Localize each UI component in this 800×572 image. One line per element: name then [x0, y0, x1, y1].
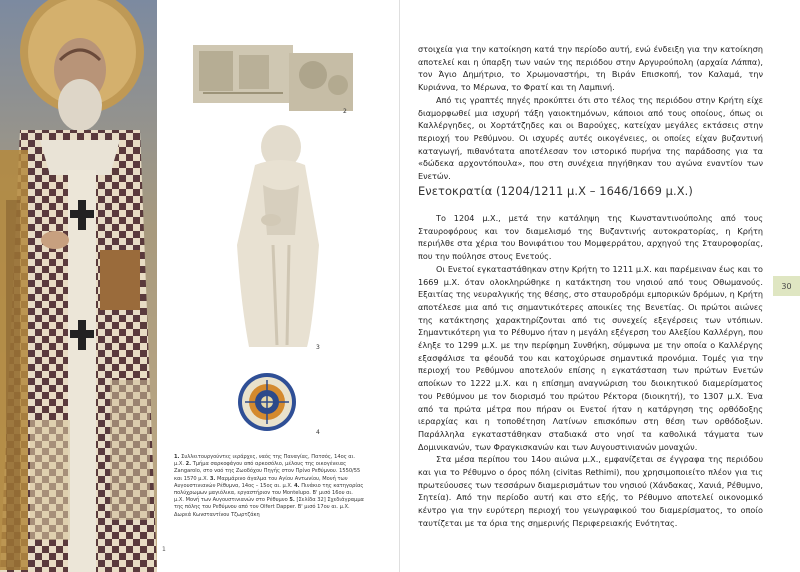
figure-number-4: 4	[316, 429, 320, 436]
statue-illustration	[233, 125, 323, 347]
page-number-tab: 30	[773, 276, 800, 296]
paragraph-4: Οι Ενετοί εγκαταστάθηκαν στην Κρήτη το 1211 μ.Χ. και παρέμειναν έως και το 1669 μ.Χ. όταν ολοκληρώθηκε η κατάκτηση του νησιού από τους Οθωμανούς. Εξαιτίας της νευραλγικής της θέσης, στο σταυροδρόμι εμπορικών δρόμων, η Κρήτη αποτέλεσε μια από τις σημαντικότερες αποικίες της Βενετίας. Οι πρώτοι αιώνες της κατάκτησης χαρακτηρίζονται από τις συνεχείς εξεγέρσεις των ντόπιων. Σημαντικότερη για το Ρέθυμνο ήταν η μεγάλη εξέγερση του Αλεξίου Καλλέργη, που έληξε το 1299 μ.Χ. με την περίφημη Συνθήκη, σύμφωνα με την οποία ο Καλλέργης εξασφάλισε τα φέουδά του και κατοχύρωσε σημαντικά προνόμια. Τομές για την περιοχή του Ρεθύμνου αποτελούν επίσης η εγκατάσταση των πρώτων Ενετών αποίκων το 1222 μ.Χ. και η επίσημη αναγνώριση του διοικητικού διαμερίσματος του Ρεθύμνου με τον διορισμό του πρώτου Ρέκτορα (διοικητή), το 1307 μ.Χ. Ένα από τα πρώτα μέτρα που πήραν οι Ενετοί ήταν η κατάργηση της ορθόδοξης ιεραρχίας και η τοποθέτηση Λατίνων επισκόπων στη θέση των ορθόδοξων. Παράλληλα εγκαταστάθηκαν σταδιακά στο νησί τα καθολικά τάγματα των Δομινικανών, των Φραγκισκανών και των Αυγουστινιανών μοναχών.	[418, 263, 763, 452]
figure-number-3: 3	[316, 344, 320, 351]
paragraph-3: Το 1204 μ.Χ., μετά την κατάληψη της Κωνσταντινούπολης από τους Σταυροφόρους και τον διαμελισμό της Βυζαντινής αυτοκρατορίας, η Κρήτη περιήλθε στα χέρια του Βονιφάτιου του Μομφερράτου, αρχηγού της Σταυροφορίας, που την πούλησε στους Ενετούς.	[418, 213, 763, 262]
caption-num-4: 4.	[294, 482, 300, 489]
paragraph-1: στοιχεία για την κατοίκηση κατά την περίοδο αυτή, ενώ ένδειξη για την κατοίκηση αποτελεί και η ύπαρξη των ναών της περιόδου στην Αργυρούπολη (αρχαία Λάππα), τον Άγιο Δημήτριο, το Χρωμοναστήρι, τη Βιράν Επισκοπή, τον Καλαμά, την Κυριάννα, το Μέρωνα, το Φρατί και τη Λαμπινή.	[418, 44, 763, 93]
text-block-bottom	[418, 212, 763, 530]
saint-anthony-statue-image	[233, 125, 323, 347]
figure-number-2: 2	[343, 108, 347, 115]
text-block-top	[418, 43, 763, 183]
plate-illustration	[237, 372, 297, 432]
caption-text-3: Μαρμάρινο άγαλμα του Αγίου Αντωνίου, Μονή των Αυγουστινιανών Ρέθυμνα, 14ος – 15ος αι. μ.Χ.	[174, 475, 348, 489]
fresco-illustration	[0, 0, 157, 572]
sarcophagus-relief-illustration	[193, 45, 353, 111]
maiolica-plate-image	[237, 372, 297, 432]
caption-text-1: Συλλειτουργούντες ιεράρχες, ναός της Παναγίας, Πατσός, 14ος αι. μ.Χ.	[174, 454, 355, 468]
caption-num-5: 5.	[289, 497, 295, 504]
paragraph-2: Από τις γραπτές πηγές προκύπτει ότι στο τέλος της περιόδου στην Κρήτη είχε διαμορφωθεί μια ισχυρή τάξη γαιοκτημόνων, κάποιοι από τους οποίους, όπως οι Καλλέργηδες, οι Χορτάτζηδες και οι Βαρούχες, κατείχαν μεγάλες εκτάσεις στην περιοχή του Ρεθύμνου. Οι ισχυρές αυτές οικογένειες, οι οποίες είχαν βυζαντινή καταγωγή, πιθανότατα αποτέλεσαν τον ιστορικό πυρήνα της παράδοσης για τα «δώδεκα αρχοντόπουλα», που στη συνέχεια πηγήθηκαν του αγώνα εναντίον των Ενετών.	[418, 94, 763, 182]
caption-text-4: Πινάκιο της κατηγορίας πολύχρωμων μαγιόλικα, εργαστήριον του Montelupo. Β' μισό 16ου αι. μ.Χ. Μονή των Αυγουστινιανών στο Ρέθυμνο	[174, 482, 364, 504]
paragraph-5: Στα μέσα περίπου του 14ου αιώνα μ.Χ., εμφανίζεται σε έγγραφα της περιόδου και για το Ρέθυμνο ο όρος πόλη (civitas Rethimi), που χρησιμοποιείτο πλέον για τις πρωτεύουσες των τεσσάρων διαμερισμάτων του νησιού (Χάνδακας, Χανιά, Ρέθυμνο, Σητεία). Από την περίοδο αυτή και στο εξής, το Ρέθυμνο αποτελεί οικονομικό κέντρο για την ευρύτερη περιοχή του γεωγραφικού του διαμερίσματος, το οποίο ταυτίζεται με τα όρια της σημερινής Περιφερειακής Ενότητας.	[418, 454, 763, 528]
figure-caption	[174, 454, 364, 519]
figure-number-1: 1	[162, 546, 166, 553]
caption-num-2: 2.	[185, 461, 192, 468]
caption-text-5: [Σελίδα 32] Σχεδιάγραμμα της πόλης του Ρεθύμνου από τον Olfert Dapper. Β' μισό 17ου αι. μ.Χ. Δωρεά Κωνσταντίνου Τζωρτζάκη	[174, 497, 364, 518]
sarcophagus-relief-image	[193, 45, 353, 111]
caption-text-2: Τμήμα σαρκοφάγου από αρκοσόλιο, μέλους της οικογένειας Zangarolo, στο ναό της Ζωοδόχου Πηγής στον Πρίνο Ρεθύμνου. 1550/55 και 1570 μ.Χ.	[174, 461, 361, 482]
section-heading: Ενετοκρατία (1204/1211 μ.Χ – 1646/1669 μ.Χ.)	[418, 184, 693, 198]
caption-num-1: 1.	[174, 454, 180, 460]
fresco-image	[0, 0, 157, 572]
caption-num-3: 3.	[209, 475, 216, 482]
